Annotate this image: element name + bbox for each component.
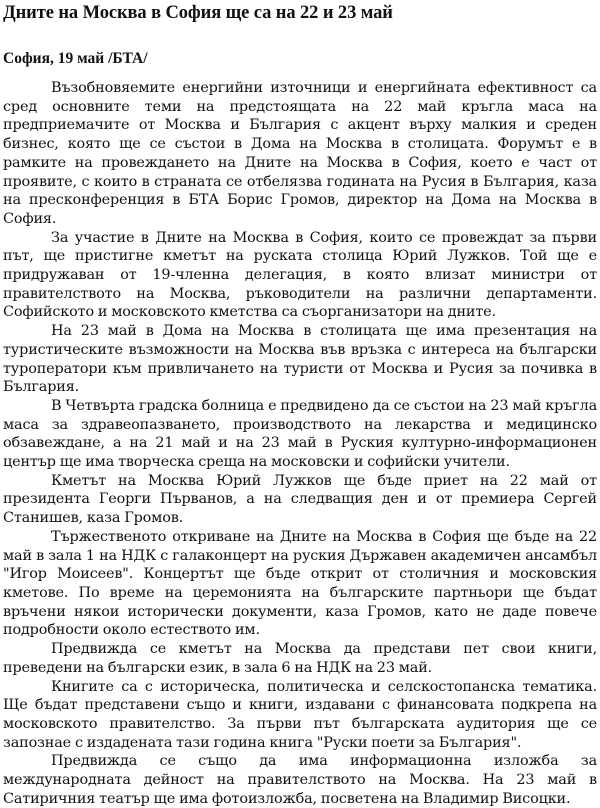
paragraph: Тържественото откриване на Дните на Москва в София ще бъде на 22 май в зала 1 на НДК с галаконцерт на руския Държавен академичен ансамбъл "Игор Моисеев". Концертът ще бъде открит от столичния и московския кметове. По време на церемонията на българските партньори ще бъдат връчени някои исторически документи, каза Громов, като не даде повече подробности около естеството им. <box>3 528 597 639</box>
paragraph: В Четвърта градска болница е предвидено да се състои на 23 май кръгла маса за здравеопазването, производството на лекарства и медицинско обзавеждане, а на 21 май и на 23 май в Руския културно-информационен център ще има творческа среща на московски и софийски учители. <box>3 397 597 471</box>
article-body <box>3 79 597 808</box>
paragraph: Книгите са с историческа, политическа и селскостопанска тематика. Ще бъдат представени също и книги, издавани с финансовата подкрепа на московското правителство. За първи път българската аудитория ще се запознае с издадената тази година книга "Руски поети за България". <box>3 678 597 751</box>
paragraph: Възобновяемите енергийни източници и енергийната ефективност са сред основните теми на предстоящата на 22 май кръгла маса на предприемачите от Москва и България с акцент върху малкия и среден бизнес, която ще се състои в Дома на Москва в столицата. Форумът е в рамките на провеждането на Дните на Москва в София, което е част от проявите, с които в страната се отбелязва годината на Русия в България, каза на пресконференция в БТА Борис Громов, директор на Дома на Москва в София. <box>3 80 597 227</box>
article-dateline: София, 19 май /БТА/ <box>3 50 148 67</box>
article-title: Дните на Москва в София ще са на 22 и 23 май <box>3 3 393 23</box>
paragraph: Кметът на Москва Юрий Лужков ще бъде приет на 22 май от президента Георги Първанов, а на следващия ден и от премиера Сергей Станишев, каза Громов. <box>3 472 597 527</box>
paragraph: Предвижда се също да има информационна изложба за международната дейност на правителството на Москва. На 23 май в Сатиричния театър ще има фотоизложба, посветена на Владимир Висоцки. <box>3 753 597 807</box>
paragraph: За участие в Дните на Москва в София, които се провеждат за първи път, ще пристигне кметът на руската столица Юрий Лужков. Той ще е придружаван от 19-членна делегация, в която влизат министри от правителството на Москва, ръководители на различни департаменти. Софийското и московското кметства са съорганизатори на дните. <box>3 229 597 321</box>
paragraph: Предвижда се кметът на Москва да представи пет свои книги, преведени на български език, в зала 6 на НДК на 23 май. <box>3 641 597 676</box>
paragraph: На 23 май в Дома на Москва в столицата ще има презентация на туристическите възможности на Москва във връзка с интереса на български туроператори към привличането на туристи от Москва и Русия за почивка в България. <box>3 323 597 396</box>
